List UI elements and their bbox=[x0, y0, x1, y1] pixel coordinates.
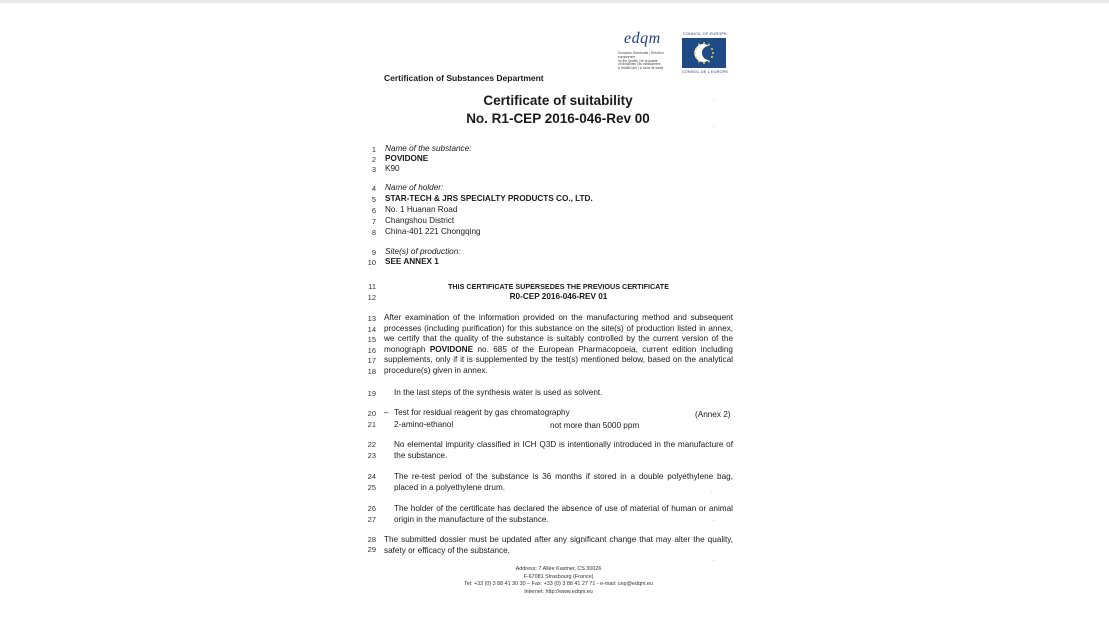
line-number: 23 bbox=[367, 451, 376, 460]
substance-grade: K90 bbox=[385, 164, 400, 173]
line-number: 5 bbox=[371, 195, 376, 204]
previous-certificate-number: R0-CEP 2016-046-REV 01 bbox=[509, 292, 608, 301]
line-number: 13 bbox=[367, 314, 376, 323]
scan-speck bbox=[713, 560, 714, 561]
line-number: 8 bbox=[371, 228, 376, 237]
holder-address-line: Changshou District bbox=[385, 216, 455, 225]
scan-speck bbox=[713, 520, 714, 521]
line-number: 4 bbox=[371, 184, 376, 193]
line-number: 28 bbox=[367, 535, 376, 544]
line-number: 20 bbox=[367, 409, 376, 418]
line-number: 9 bbox=[371, 248, 376, 257]
paragraph-dossier-update: The submitted dossier must be updated after any significant change that may alter the quality, safety or efficacy of the substance. bbox=[384, 535, 733, 555]
line-number: 10 bbox=[367, 258, 376, 267]
scan-speck bbox=[713, 126, 714, 127]
paragraph-solvent: In the last steps of the synthesis water is used as solvent. bbox=[394, 388, 603, 397]
line-number: 2 bbox=[371, 155, 376, 164]
line-number: 26 bbox=[367, 504, 376, 513]
substance-label: Name of the substance: bbox=[385, 144, 472, 153]
site-value: SEE ANNEX 1 bbox=[385, 257, 439, 266]
supersedes-notice: THIS CERTIFICATE SUPERSEDES THE PREVIOUS CERTIFICATE bbox=[448, 282, 669, 291]
reagent-name: 2-amino-ethanol bbox=[394, 420, 454, 429]
edqm-logo bbox=[616, 30, 674, 76]
coe-bottom-label: CONSEIL DE L'EUROPE bbox=[681, 70, 729, 74]
coe-stars-icon bbox=[682, 38, 726, 68]
paragraph-examination: After examination of the information provided on the manufacturing method and subsequent processes (including purification) for this substance on the site(s) of production listed in annex, we certify that the quality of the substance is suitably controlled by the current version of the monograph POVIDONE no. 685 of the European Pharmacopoeia, current edition including supplements, only if it is supplemented by the test(s) mentioned below, based on the analytical procedure(s) given in annex. bbox=[384, 313, 733, 375]
line-number: 14 bbox=[367, 324, 376, 334]
footer-address: Address: 7 Allée Kastner, CS 30026 F-67081 Strasbourg (France) Tel: +33 (0) 3 88 41 30 30 – Fax: +33 (0) 3 88 41 27 71 - e-mail: cep@edqm.eu Internet: http://www.edqm.eu bbox=[464, 566, 653, 595]
line-number: 15 bbox=[367, 335, 376, 344]
certificate-number: No. R1-CEP 2016-046-Rev 00 bbox=[466, 111, 650, 126]
paragraph-retest-period: The re-test period of the substance is 36 months if stored in a double polyethylene bag, placed in a polyethylene drum. bbox=[394, 472, 733, 492]
line-number: 11 bbox=[368, 282, 376, 291]
line-number: 18 bbox=[367, 366, 376, 376]
holder-address-line: No. 1 Huanan Road bbox=[385, 205, 458, 214]
site-label: Site(s) of production: bbox=[385, 247, 461, 256]
substance-name: POVIDONE bbox=[385, 154, 429, 163]
line-number: 7 bbox=[371, 217, 376, 226]
paragraph-origin-declaration: The holder of the certificate has declared the absence of use of material of human or animal origin in the manufacture of the substance. bbox=[394, 504, 733, 524]
line-number: 19 bbox=[367, 389, 376, 398]
certificate-title: Certificate of suitability bbox=[483, 93, 633, 108]
coe-top-label: COUNCIL OF EUROPE bbox=[683, 32, 727, 36]
paragraph-elemental-impurity: No elemental impurity classified in ICH Q3D is intentionally introduced in the manufacture of the substance. bbox=[394, 440, 733, 460]
dash-bullet: – bbox=[384, 408, 389, 417]
department-heading: Certification of Substances Department bbox=[384, 73, 544, 83]
scan-speck bbox=[711, 491, 712, 492]
line-number: 29 bbox=[367, 545, 376, 554]
holder-name: STAR-TECH & JRS SPECIALTY PRODUCTS CO., LTD. bbox=[385, 194, 593, 203]
coe-emblem bbox=[682, 38, 726, 68]
holder-address-line: China-401 221 Chongqing bbox=[385, 227, 481, 236]
council-of-europe-logo bbox=[680, 32, 730, 76]
line-number: 16 bbox=[367, 345, 376, 355]
line-number: 17 bbox=[367, 356, 376, 365]
reagent-limit: not more than 5000 ppm bbox=[550, 421, 640, 430]
edqm-wordmark: edqm bbox=[624, 30, 661, 47]
holder-label: Name of holder: bbox=[385, 183, 444, 192]
annex-reference: (Annex 2) bbox=[695, 410, 731, 419]
line-number: 27 bbox=[367, 515, 376, 524]
residual-reagent-test: Test for residual reagent by gas chromatography bbox=[394, 408, 570, 417]
line-number: 22 bbox=[367, 440, 376, 449]
line-number: 21 bbox=[367, 420, 376, 429]
line-number: 24 bbox=[367, 472, 376, 481]
line-number: 3 bbox=[371, 165, 376, 174]
line-number: 6 bbox=[371, 206, 376, 215]
line-number: 25 bbox=[367, 483, 376, 492]
monograph-name: POVIDONE bbox=[429, 344, 474, 354]
line-number: 1 bbox=[371, 145, 376, 154]
scan-speck bbox=[713, 100, 714, 101]
edqm-tagline: European Directorate | Direction européenne for the Quality | de la qualité of Medicines | du médicament & HealthCare | & soins de santé bbox=[618, 51, 664, 71]
line-number: 12 bbox=[367, 293, 376, 302]
